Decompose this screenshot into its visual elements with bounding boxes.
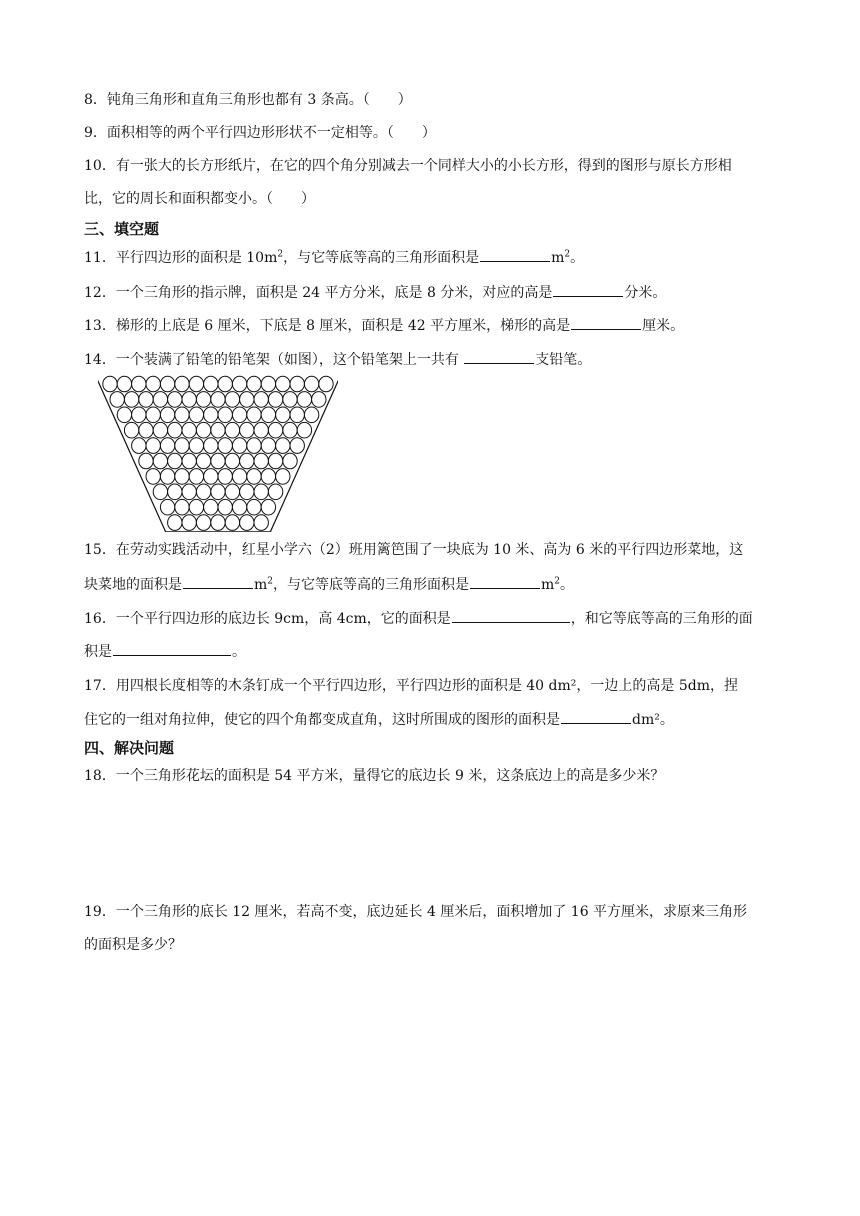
pencil-circle xyxy=(132,438,146,454)
pencil-circle xyxy=(254,484,268,500)
question-9: 9．面积相等的两个平行四边形形状不一定相等。（ ） xyxy=(84,125,436,141)
q12-post: 分米。 xyxy=(624,285,667,301)
pencil-circle xyxy=(268,484,282,500)
q15-mid2: ，与它等底等高的三角形面积是 xyxy=(273,577,470,593)
question-15-line-1: 15．在劳动实践活动中，红星小学六（2）班用篱笆围了一块底为 10 米、高为 6 米的平行四边形菜地，这 xyxy=(84,542,744,558)
question-16-line-1 xyxy=(84,608,753,629)
pencil-circle xyxy=(218,499,232,515)
pencil-circle xyxy=(124,392,138,408)
pencil-circle xyxy=(132,407,146,423)
q16-post2: 。 xyxy=(232,644,246,660)
q12-pre: 12．一个三角形的指示牌，面积是 24 平方分米，底是 8 分米，对应的高是 xyxy=(84,285,553,301)
question-8: 8．钝角三角形和直角三角形也都有 3 条高。（ ） xyxy=(84,92,412,108)
pencil-circle xyxy=(196,422,210,438)
q17-pre2: 住它的一组对角拉伸，使它的四个角都变成直角，这时所围成的图形的面积是 xyxy=(84,712,560,728)
pencil-circle xyxy=(240,392,254,408)
pencil-circle xyxy=(175,438,189,454)
pencil-circle xyxy=(240,515,254,531)
pencil-circle xyxy=(189,499,203,515)
pencil-circle xyxy=(276,438,290,454)
q14-post: 支铅笔。 xyxy=(535,352,592,368)
pencil-circle xyxy=(225,392,239,408)
pencil-circle xyxy=(268,422,282,438)
answer-blank-13[interactable] xyxy=(571,315,641,330)
pencil-circle xyxy=(196,515,210,531)
pencil-circle xyxy=(261,407,275,423)
q11-mid: ，与它等底等高的三角形面积是 xyxy=(283,250,480,266)
q15-pre2: 块菜地的面积是 xyxy=(84,577,182,593)
pencil-circle xyxy=(160,407,174,423)
pencil-circle xyxy=(240,422,254,438)
pencil-circle xyxy=(204,376,218,392)
pencil-circle xyxy=(254,392,268,408)
question-12 xyxy=(84,282,666,303)
pencil-circle xyxy=(168,392,182,408)
pencil-circle xyxy=(160,438,174,454)
pencil-circle xyxy=(146,407,160,423)
pencil-circle xyxy=(240,484,254,500)
pencil-circle xyxy=(124,422,138,438)
pencil-circle xyxy=(211,453,225,469)
pencil-circle xyxy=(146,438,160,454)
q15-unit1-sup: 2 xyxy=(267,576,274,587)
pencil-circle xyxy=(225,484,239,500)
question-11 xyxy=(84,247,584,268)
question-18: 18．一个三角形花坛的面积是 54 平方米，量得它的底边长 9 米，这条底边上的高是多少米？ xyxy=(84,768,665,784)
pencil-circle xyxy=(218,469,232,485)
q15-unit2: m xyxy=(541,577,555,593)
question-17-line-1: 17．用四根长度相等的木条钉成一个平行四边形，平行四边形的面积是 40 dm²，一边上的高是 5dm，捏 xyxy=(84,678,738,694)
pencil-circle xyxy=(254,515,268,531)
pencil-circle xyxy=(160,499,174,515)
q11-unit: m xyxy=(551,250,565,266)
pencil-circle xyxy=(196,453,210,469)
pencil-circle xyxy=(268,453,282,469)
pencil-circle xyxy=(261,499,275,515)
question-17-line-2 xyxy=(84,709,674,730)
pencil-circle xyxy=(153,422,167,438)
pencil-circle xyxy=(254,422,268,438)
pencil-circle xyxy=(232,407,246,423)
pencil-circle xyxy=(153,484,167,500)
pencil-circle xyxy=(218,376,232,392)
pencil-circle xyxy=(168,515,182,531)
pencil-circle xyxy=(276,376,290,392)
q16-pre2: 积是 xyxy=(84,644,112,660)
pencil-circle xyxy=(153,392,167,408)
pencil-circle xyxy=(283,453,297,469)
pencil-circle xyxy=(211,515,225,531)
pencil-circle xyxy=(204,469,218,485)
pencil-circle xyxy=(204,438,218,454)
pencil-circle xyxy=(103,376,117,392)
pencil-circle xyxy=(276,469,290,485)
pencil-circle xyxy=(276,407,290,423)
question-15-line-2 xyxy=(84,574,574,595)
q11-unit-sup: 2 xyxy=(564,249,571,260)
pencil-circle xyxy=(247,499,261,515)
answer-blank-16b[interactable] xyxy=(113,641,231,656)
pencil-circle xyxy=(132,376,146,392)
pencil-circle xyxy=(247,376,261,392)
pencil-circle xyxy=(189,438,203,454)
pencil-circle xyxy=(189,407,203,423)
pencil-circle xyxy=(139,422,153,438)
pencil-circle xyxy=(240,453,254,469)
q15-post2: 。 xyxy=(560,577,575,593)
q16-pre1: 16．一个平行四边形的底边长 9cm，高 4cm，它的面积是 xyxy=(84,611,451,627)
pencil-circle xyxy=(225,422,239,438)
answer-blank-17[interactable] xyxy=(561,709,631,724)
q11-pre: 11．平行四边形的面积是 10m xyxy=(84,250,278,266)
pencil-circle xyxy=(290,376,304,392)
pencil-circle xyxy=(232,438,246,454)
pencil-circle xyxy=(261,376,275,392)
pencil-circle xyxy=(182,392,196,408)
question-16-line-2 xyxy=(84,641,246,662)
answer-blank-14[interactable] xyxy=(464,349,534,364)
answer-blank-12[interactable] xyxy=(553,282,623,297)
pencil-circle xyxy=(290,438,304,454)
q17-post2: dm²。 xyxy=(632,712,674,728)
pencil-circle xyxy=(146,376,160,392)
pencil-circle xyxy=(254,453,268,469)
pencil-circle xyxy=(312,392,326,408)
pencil-circle xyxy=(175,469,189,485)
pencil-circle xyxy=(168,453,182,469)
answer-blank-11[interactable] xyxy=(480,247,550,262)
q14-pre: 14．一个装满了铅笔的铅笔架（如图），这个铅笔架上一共有 xyxy=(84,352,464,368)
pencil-circle xyxy=(218,407,232,423)
pencil-circle xyxy=(225,515,239,531)
answer-blank-15b[interactable] xyxy=(470,574,540,589)
pencil-circle xyxy=(218,438,232,454)
pencil-circle xyxy=(182,422,196,438)
pencil-circle xyxy=(232,469,246,485)
section-4-heading: 四、解决问题 xyxy=(84,739,175,757)
pencil-circle xyxy=(283,392,297,408)
q15-unit1: m xyxy=(254,577,268,593)
q11-sup: 2 xyxy=(277,249,284,260)
pencil-circle xyxy=(297,392,311,408)
pencil-circle xyxy=(189,376,203,392)
pencil-circle xyxy=(261,438,275,454)
question-19-line-2: 的面积是多少？ xyxy=(84,937,182,953)
pencil-circle xyxy=(196,392,210,408)
pencil-circle xyxy=(139,453,153,469)
question-19-line-1: 19．一个三角形的底长 12 厘米，若高不变，底边延长 4 厘米后，面积增加了 16 平方厘米，求原来三角形 xyxy=(84,904,748,920)
pencil-circle xyxy=(146,469,160,485)
pencil-circle xyxy=(175,407,189,423)
pencil-circle xyxy=(168,484,182,500)
pencil-circle xyxy=(297,422,311,438)
pencil-circle xyxy=(160,469,174,485)
section-3-heading: 三、填空题 xyxy=(84,220,160,238)
pencil-circle xyxy=(189,469,203,485)
pencil-circle xyxy=(175,499,189,515)
pencil-circle xyxy=(196,484,210,500)
pencil-circle xyxy=(225,453,239,469)
pencil-circle xyxy=(110,392,124,408)
pencil-circle xyxy=(290,407,304,423)
q13-post: 厘米。 xyxy=(642,318,685,334)
pencil-circle xyxy=(182,484,196,500)
pencil-circle xyxy=(304,376,318,392)
pencil-circle xyxy=(204,407,218,423)
pencil-circle xyxy=(139,392,153,408)
pencil-circle xyxy=(319,376,333,392)
pencil-circle xyxy=(168,422,182,438)
answer-blank-15a[interactable] xyxy=(183,574,253,589)
q15-unit2-sup: 2 xyxy=(554,576,561,587)
pencil-circle xyxy=(283,422,297,438)
pencil-circle xyxy=(247,407,261,423)
pencil-circle xyxy=(247,438,261,454)
q13-pre: 13．梯形的上底是 6 厘米，下底是 8 厘米，面积是 42 平方厘米，梯形的高是 xyxy=(84,318,571,334)
pencil-circle xyxy=(232,376,246,392)
question-14 xyxy=(84,349,591,370)
pencil-circle xyxy=(304,407,318,423)
pencil-circle xyxy=(268,392,282,408)
pencil-circle xyxy=(160,376,174,392)
q11-post: 。 xyxy=(570,250,585,266)
pencil-holder-figure xyxy=(98,374,338,532)
pencil-circle xyxy=(211,484,225,500)
pencil-circle xyxy=(117,407,131,423)
question-10-line-2: 比，它的周长和面积都变小。（ ） xyxy=(84,191,315,207)
pencil-circle xyxy=(204,499,218,515)
pencil-circle xyxy=(117,376,131,392)
pencil-circle xyxy=(182,515,196,531)
pencil-circle xyxy=(211,392,225,408)
pencil-circle xyxy=(182,453,196,469)
pencil-circle xyxy=(153,453,167,469)
answer-blank-16a[interactable] xyxy=(452,608,570,623)
pencil-circle xyxy=(261,469,275,485)
pencil-circle xyxy=(247,469,261,485)
pencil-circle xyxy=(211,422,225,438)
pencil-circle xyxy=(175,376,189,392)
pencil-circle xyxy=(232,499,246,515)
question-13 xyxy=(84,315,684,336)
q16-post1: ，和它等底等高的三角形的面 xyxy=(570,611,753,627)
question-10-line-1: 10．有一张大的长方形纸片，在它的四个角分别减去一个同样大小的小长方形，得到的图形与原长方形相 xyxy=(84,158,732,174)
